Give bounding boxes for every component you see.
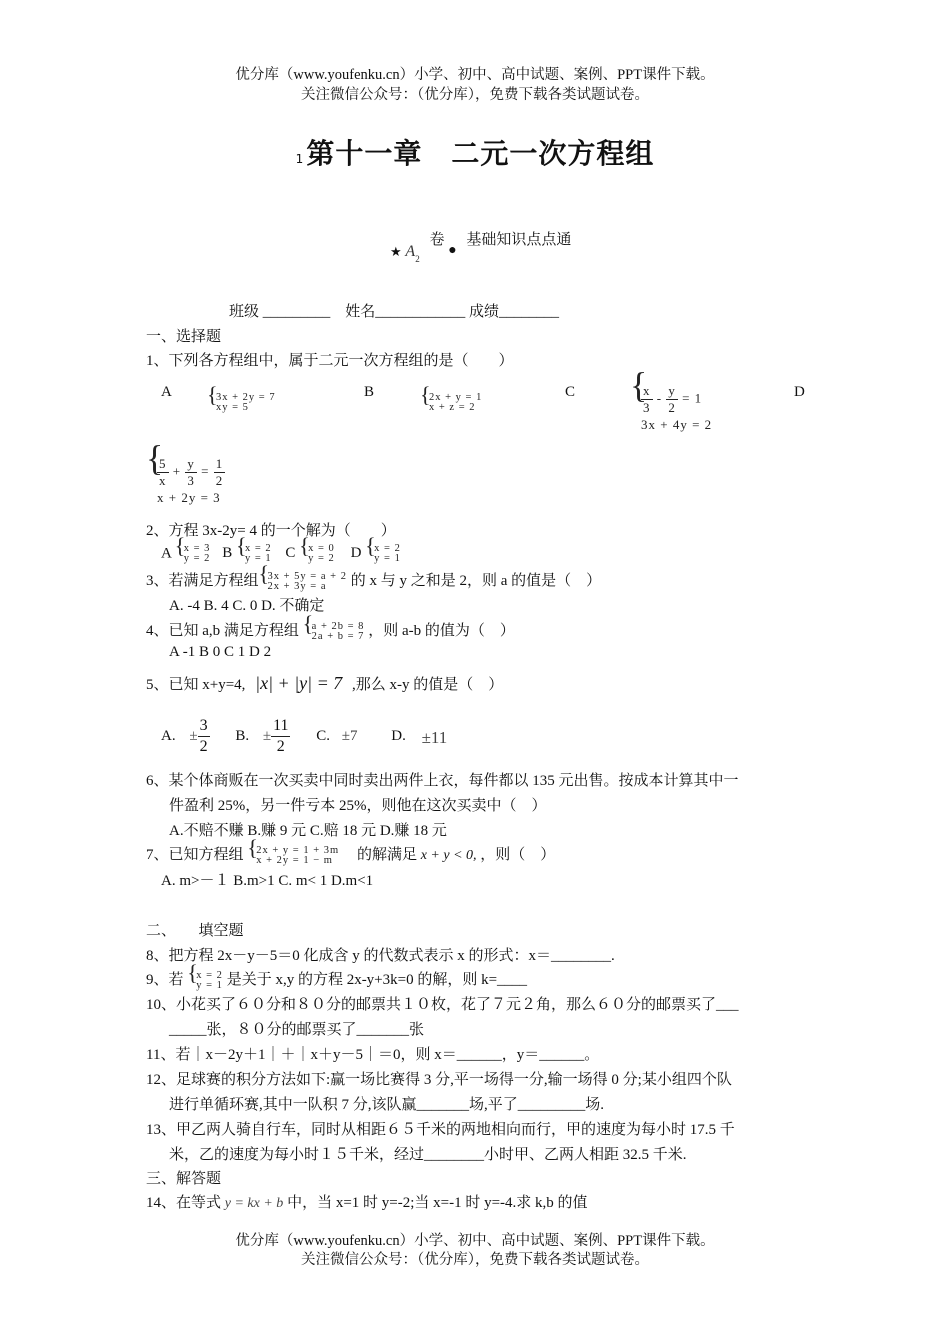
q1-option-c-system: { $\frac{x}{3}$ - $\frac{y}{2}$ = 1 3x + 4y = 2 [630, 383, 712, 433]
q9: 9、若 { x = 2 y = 1 是关于 x,y 的方程 2x-y+3k=0 的解，则 k=____ [146, 968, 527, 991]
q1-stem: 1、下列各方程组中，属于二元一次方程组的是（ ） [146, 353, 514, 369]
q2-options: A { x = 3 y = 2 B { x = 2 y = 1 C { x = 0 y = 2 D { x = 2 y = 1 [161, 544, 401, 564]
q5-expression: |x| + |y| = 7 [255, 673, 343, 693]
q1-option-c-label: C [565, 384, 576, 400]
footer-line-2: 关注微信公众号：（优分库），免费下载各类试题试卷。 [301, 1252, 649, 1268]
q10-line-1: 10、小花买了６０分和８０分的邮票共１０枚，花了７元２角，那么６０分的邮票买了___ [146, 997, 739, 1013]
header-line-1: 优分库（www.youfenku.cn）小学、初中、高中试题、案例、PPT课件下载。 [235, 67, 715, 83]
q8: 8、把方程 2x－y－5＝0 化成含 y 的代数式表示 x 的形式：x＝________. [146, 948, 615, 964]
q1-option-d-system: { $\frac{5}{x}$ + $\frac{y}{3}$ = $\frac{1}{2}$ x + 2y = 3 [146, 456, 225, 506]
q1-option-a-system: { 3x + 2y = 7 xy = 5 [207, 393, 276, 413]
q12-line-2: 进行单循环赛,其中一队积 7 分,该队赢_______场,平了_________场. [169, 1097, 605, 1113]
q5-options: A. ± $\frac{3}{2}$ B. ± $\frac{11}{2}$ C. ±7 D. ±11 [161, 717, 448, 755]
star-icon: ★ [390, 244, 402, 259]
q2-stem: 2、方程 3x-2y= 4 的一个解为（ ） [146, 523, 396, 539]
q3-options: A. -4 B. 4 C. 0 D. 不确定 [169, 598, 325, 614]
q1-option-b-label: B [364, 384, 375, 400]
bullet-icon: ● [448, 243, 457, 258]
q6-options: A.不赔不赚 B.赚 9 元 C.赔 18 元 D.赚 18 元 [169, 823, 447, 839]
section-answer: 三、解答题 [146, 1171, 222, 1187]
footer-line-1: 优分库（www.youfenku.cn）小学、初中、高中试题、案例、PPT课件下载。 [235, 1233, 715, 1249]
a2-label: A [405, 243, 416, 260]
title-text: 第十一章 二元一次方程组 [306, 137, 655, 170]
q3-stem: 3、若满足方程组{ 3x + 5y = a + 2 2x + 3y = a 的 x 与 y 之和是 2，则 a 的值是（ ） [146, 569, 601, 592]
q6-line-1: 6、某个体商贩在一次买卖中同时卖出两件上衣，每件都以 135 元出售。按成本计算其中一 [146, 773, 739, 789]
juan-label: 卷 [429, 232, 445, 248]
title-number: 1 [295, 152, 305, 166]
q7-options: A. m>－１ B.m>1 C. m< 1 D.m<1 [161, 873, 374, 889]
section-choice: 一、选择题 [146, 329, 222, 345]
q1-option-d-label: D [794, 384, 805, 400]
q5-stem: 5、已知 x+y=4, |x| + |y| = 7 ,那么 x-y 的值是（ ） [146, 673, 504, 693]
q13-line-2: 米，乙的速度为每小时１５千米，经过________小时甲、乙两人相距 32.5 千米. [169, 1147, 687, 1163]
q1-option-b-system: { 2x + y = 1 x + z = 2 [420, 393, 482, 413]
subtitle [390, 226, 572, 264]
a2-sub: 2 [415, 254, 420, 264]
q10-line-2: _____张，８０分的邮票买了_______张 [169, 1022, 425, 1038]
q12-line-1: 12、足球赛的积分方法如下:赢一场比赛得 3 分,平一场得一分,输一场得 0 分;某小组四个队 [146, 1072, 732, 1088]
q11: 11、若｜x－2y＋1｜＋｜x＋y－5｜＝0，则 x＝______，y＝______。 [146, 1047, 600, 1063]
q4-stem: 4、已知 a,b 满足方程组 { a + 2b = 8 2a + b = 7 ，则 a-b 的值为（ ） [146, 619, 515, 642]
q6-line-2: 件盈利 25%，另一件亏本 25%，则他在这次买卖中（ ） [169, 798, 547, 814]
q7-stem: 7、已知方程组 { 2x + y = 1 + 3m x + 2y = 1 − m 的解满足 x + y < 0, ，则（ ） [146, 843, 555, 866]
section-fill: 二、 填空题 [146, 923, 244, 939]
q13-line-1: 13、甲乙两人骑自行车，同时从相距６５千米的两地相向而行，甲的速度为每小时 17.5 千 [146, 1122, 735, 1138]
student-info: 班级 _________ 姓名____________ 成绩________ [229, 304, 560, 320]
q4-options: A -1 B 0 C 1 D 2 [169, 644, 272, 660]
header-line-2: 关注微信公众号：（优分库），免费下载各类试题试卷。 [301, 87, 649, 103]
q1-option-a-label: A [161, 384, 172, 400]
chapter-title [0, 132, 950, 172]
subtitle-text: 基础知识点点通 [466, 232, 572, 248]
q14: 14、在等式 y = kx + b 中，当 x=1 时 y=-2;当 x=-1 时 y=-4.求 k,b 的值 [146, 1195, 588, 1211]
